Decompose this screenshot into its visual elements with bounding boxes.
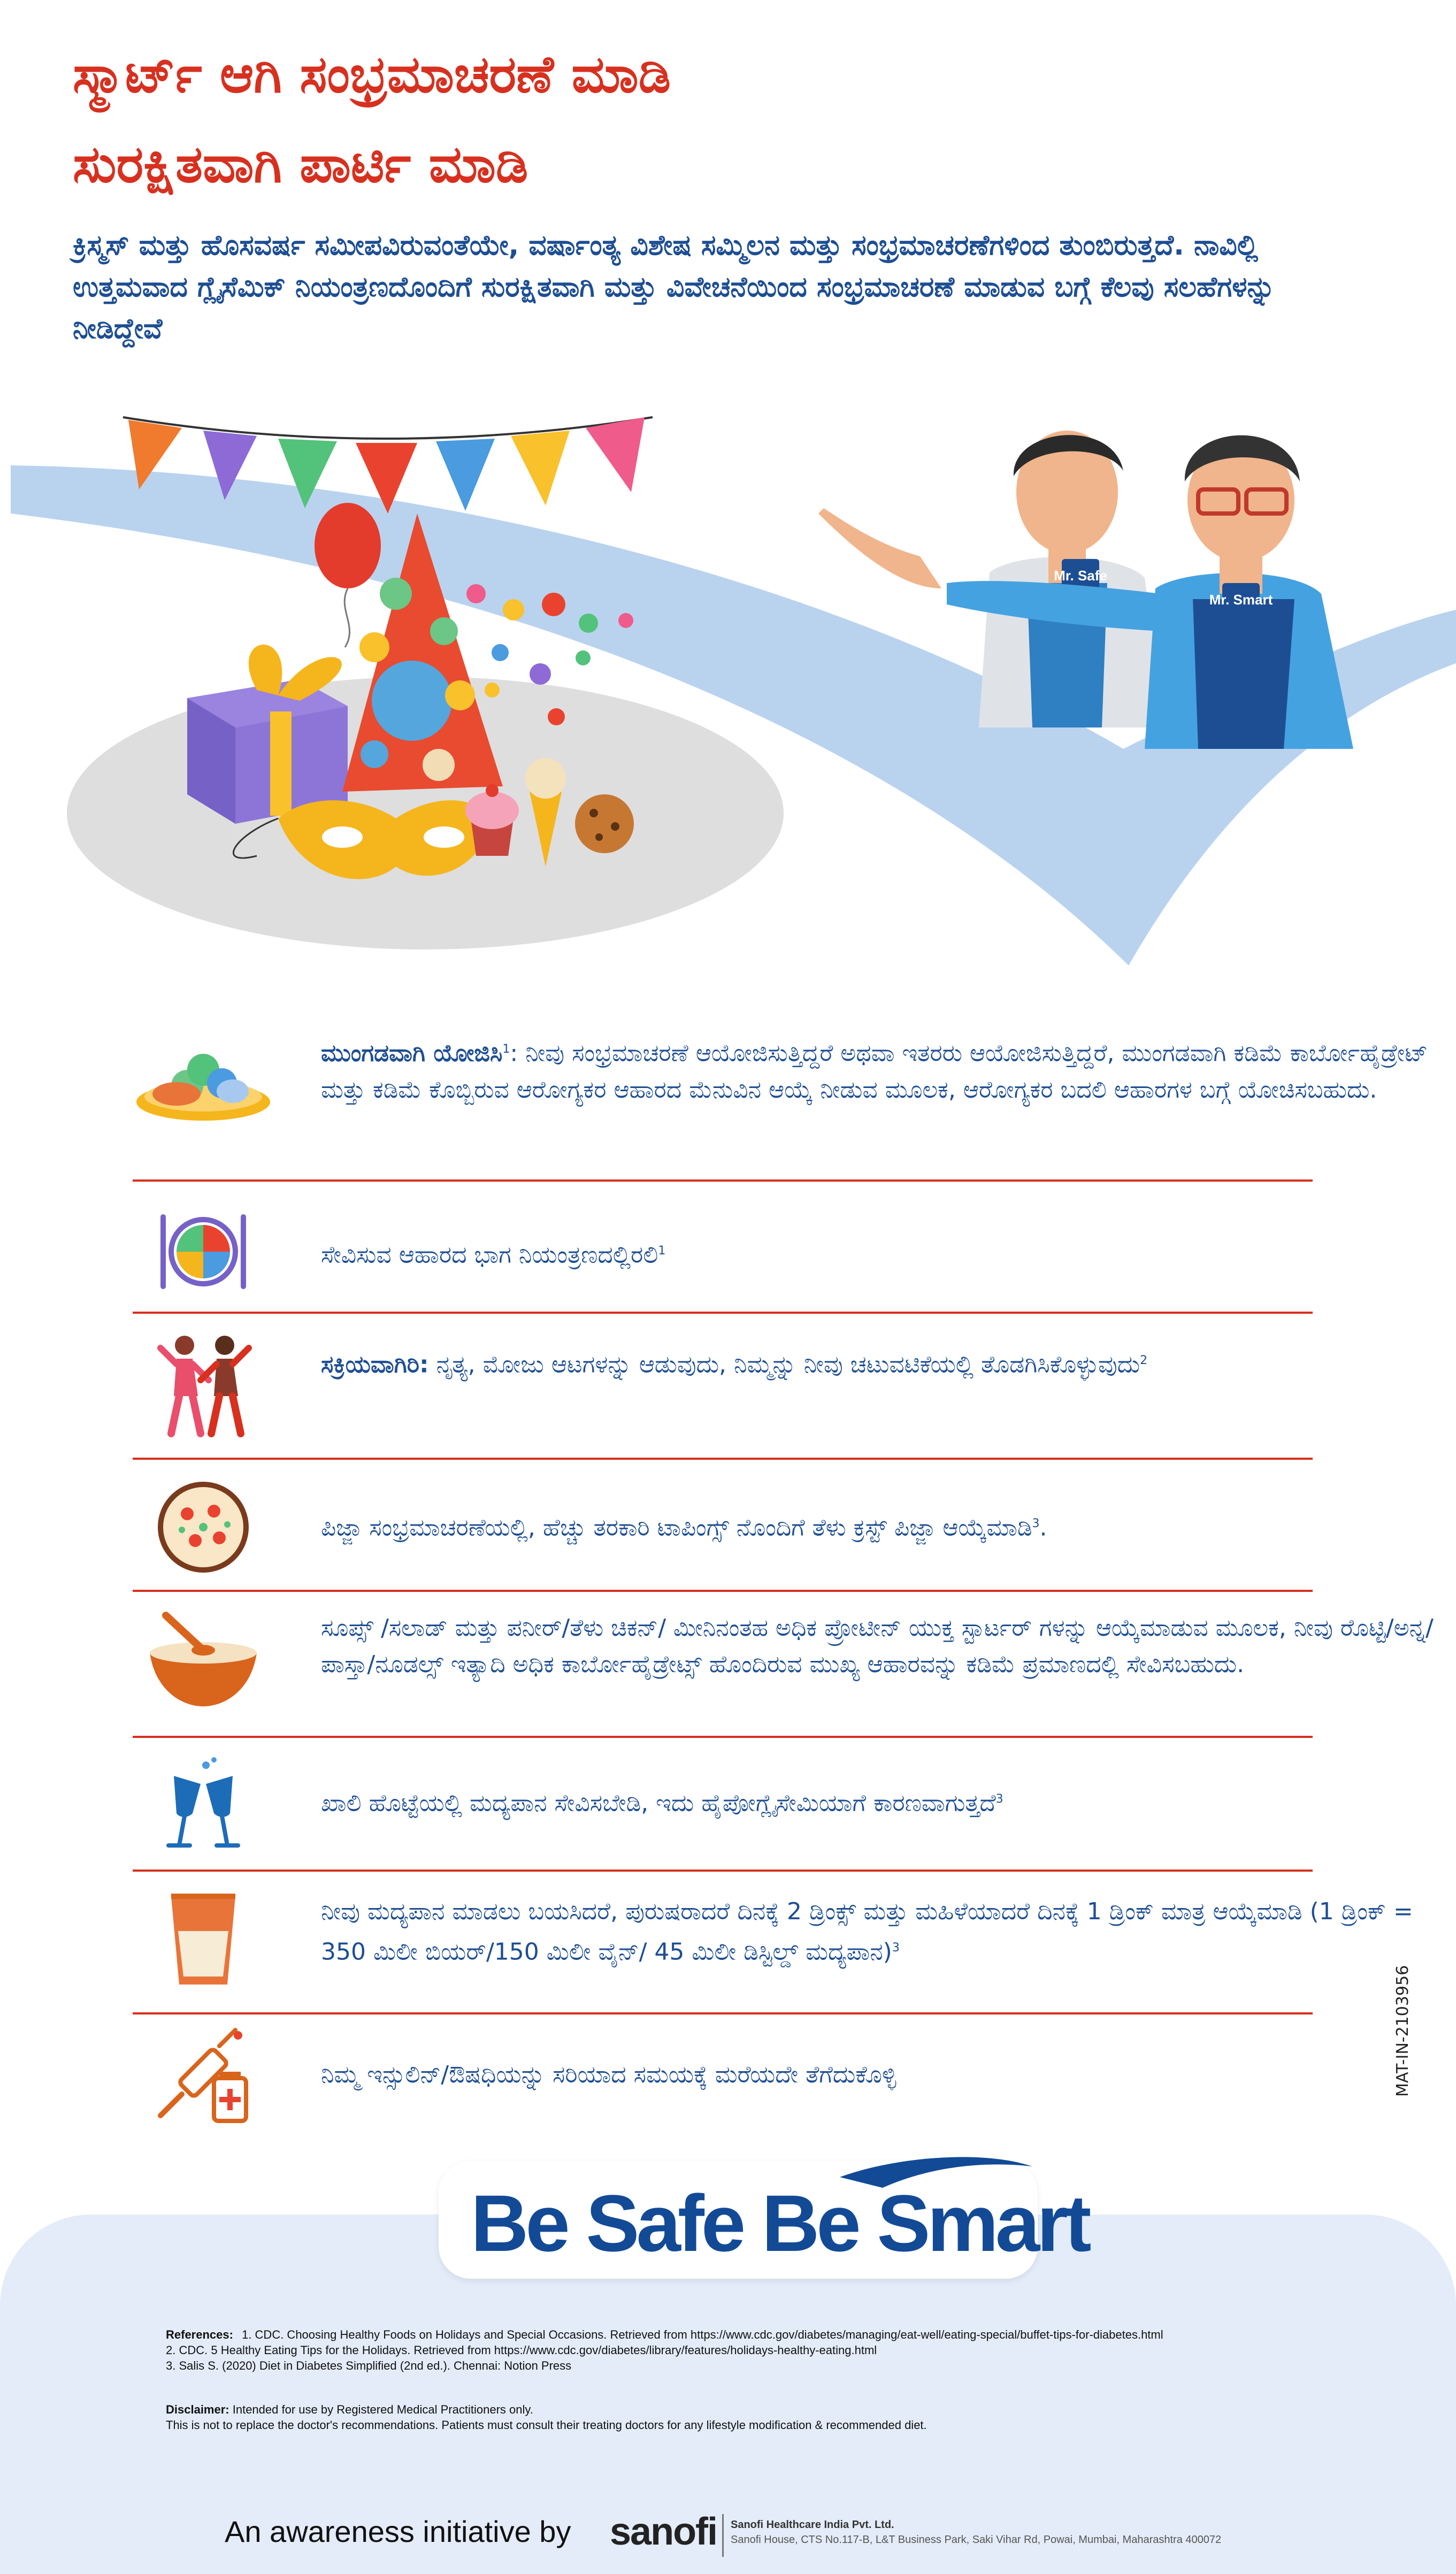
divider [133, 1312, 1313, 1314]
title-line-1: ಸ್ಮಾರ್ಟ್ ಆಗಿ ಸಂಭ್ರಮಾಚರಣೆ ಮಾಡಿ [73, 44, 671, 104]
company-name: Sanofi Healthcare India Pvt. Ltd. [731, 2519, 894, 2531]
tip-7-ref: 3 [892, 1941, 900, 1955]
cheers-glasses-icon [134, 1752, 273, 1859]
syringe-medicine-icon [134, 2022, 273, 2129]
awareness-line: An awareness initiative by [225, 2515, 571, 2548]
tip-1-ref: 1 [502, 1043, 510, 1056]
dancing-people-icon [134, 1324, 273, 1447]
tip-5-text: ಸೂಪ್ಸ್ /ಸಲಾಡ್ ಮತ್ತು ಪನೀರ್/ತೆಳು ಚಿಕನ್/ ಮೀನಿನಂತಹ ಅಧಿಕ ಪ್ರೋಟೀನ್ ಯುಕ್ತ ಸ್ಟಾರ್ಟರ್ ಗಳನ್ನು ಆಯ್ಕೆಮಾಡುವ ಮೂಲಕ, ನೀವು ರೊಟ್ಟಿ/ಅನ್ನ/ಪಾಸ್ತಾ/ನೂಡಲ್ಸ್ ಇತ್ಯಾದಿ ಅಧಿಕ ಕಾರ್ಬೋಹೈಡ್ರೇಟ್ಸ್ ಹೊಂದಿರುವ ಮುಖ್ಯ ಆಹಾರವನ್ನು ಕಡಿಮೆ ಪ್ರಮಾಣದಲ್ಲಿ ಸೇವಿಸಬಹುದು. [321, 1614, 1434, 1678]
tip-8-text: ನಿಮ್ಮ ಇನ್ಸುಲಿನ್/ಔಷಧಿಯನ್ನು ಸರಿಯಾದ ಸಮಯಕ್ಕೆ ಮರೆಯದೇ ತೆಗೆದುಕೊಳ್ಳಿ [321, 2061, 896, 2088]
disclaimer-label: Disclaimer: [166, 2403, 229, 2416]
tip-pizza: ಪಿಜ್ಜಾ ಸಂಭ್ರಮಾಚರಣೆಯಲ್ಲಿ, ಹೆಚ್ಚು ತರಕಾರಿ ಟಾಪಿಂಗ್ಸ್ ನೊಂದಿಗೆ ತೆಳು ಕ್ರಸ್ಟ್ ಪಿಜ್ಜಾ ಆಯ್ಕೆಮಾಡಿ$^3$. [134, 1468, 1311, 1591]
pizza-icon [134, 1474, 273, 1581]
reference-2: 2. CDC. 5 Healthy Eating Tips for the Holidays. Retrieved from https://www.cdc.gov/diabetes/library/features/holidays-healthy-eating.html [166, 2343, 877, 2357]
disclaimer [166, 2402, 1343, 2433]
tip-4-ref: 3 [1032, 1517, 1040, 1530]
tip-7-text: ನೀವು ಮದ್ಯಪಾನ ಮಾಡಲು ಬಯಸಿದರೆ, ಪುರುಷರಾದರೆ ದಿನಕ್ಕೆ 2 ಡ್ರಿಂಕ್ಸ್ ಮತ್ತು ಮಹಿಳೆಯಾದರೆ ದಿನಕ್ಕೆ 1 ಡ್ರಿಂಕ್ ಮಾತ್ರ ಆಯ್ಕೆಮಾಡಿ (1 ಡ್ರಿಂಕ್ = 350 ಮಿಲೀ ಬಿಯರ್/150 ಮಿಲೀ ವೈನ್/ 45 ಮಿಲೀ ಡಿಸ್ಟಿಲ್ಡ್ ಮದ್ಯಪಾನ) [321, 1898, 1413, 1966]
tip-3-ref: 2 [1140, 1354, 1148, 1367]
tip-3-text: ನೃತ್ಯ, ಮೋಜು ಆಟಗಳನ್ನು ಆಡುವುದು, ನಿಮ್ಮನ್ನು ನೀವು ಚಟುವಟಿಕೆಯಲ್ಲಿ ತೊಡಗಿಸಿಕೊಳ್ಳುವುದು [428, 1351, 1140, 1378]
company-address [731, 2517, 1221, 2547]
divider [133, 1870, 1313, 1872]
tip-1-text: : ನೀವು ಸಂಭ್ರಮಾಚರಣೆ ಆಯೋಜಿಸುತ್ತಿದ್ದರೆ ಅಥವಾ ಇತರರು ಆಯೋಜಿಸುತ್ತಿದ್ದರೆ, ಮುಂಗಡವಾಗಿ ಕಡಿಮೆ ಕಾರ್ಬೋಹೈಡ್ರೇಟ್ ಮತ್ತು ಕಡಿಮೆ ಕೊಬ್ಬಿರುವ ಆರೋಗ್ಯಕರ ಆಹಾರದ ಮೆನುವಿನ ಆಯ್ಕೆ ನೀಡುವ ಮೂಲಕ, ಆರೋಗ್ಯಕರ ಬದಲಿ ಆಹಾರಗಳ ಬಗ್ಗೆ ಯೋಚಿಸಬಹುದು. [321, 1039, 1428, 1104]
drink-glass-icon [134, 1886, 273, 1993]
reference-1: 1. CDC. Choosing Healthy Foods on Holidays and Special Occasions. Retrieved from https://www.cdc.gov/diabetes/managing/eat-well/eating-special/buffet-tips-for-diabetes.html [242, 2328, 1163, 2341]
tip-alcohol-limit [134, 1880, 1413, 2009]
tip-4-text: ಪಿಜ್ಜಾ ಸಂಭ್ರಮಾಚರಣೆಯಲ್ಲಿ, ಹೆಚ್ಚು ತರಕಾರಿ ಟಾಪಿಂಗ್ಸ್ ನೊಂದಿಗೆ ತೆಳು ಕ್ರಸ್ಟ್ ಪಿಜ್ಜಾ ಆಯ್ಕೆಮಾಡಿ [321, 1514, 1032, 1542]
tip-plan-ahead [134, 1016, 1428, 1145]
tip-1-bold: ಮುಂಗಡವಾಗಿ ಯೋಜಿಸಿ [321, 1039, 503, 1067]
cookie-icon [575, 794, 634, 853]
title-line-2: ಸುರಕ್ಷಿತವಾಗಿ ಪಾರ್ಟಿ ಮಾಡಿ [73, 134, 528, 194]
footer-divider [722, 2514, 724, 2557]
tip-6-text: ಖಾಲಿ ಹೊಟ್ಟೆಯಲ್ಲಿ ಮದ್ಯಪಾನ ಸೇವಿಸಬೇಡಿ, ಇದು ಹೈಪೋಗ್ಲೈಸೇಮಿಯಾಗೆ ಕಾರಣವಾಗುತ್ತದೆ [321, 1789, 996, 1817]
plate-fork-knife-icon [134, 1201, 273, 1303]
mr-smart-badge: Mr. Smart [1209, 592, 1273, 608]
references [166, 2327, 1343, 2373]
tip-portion-control [134, 1190, 1311, 1313]
hero-illustration [0, 374, 1456, 984]
references-label: References: [166, 2328, 233, 2341]
divider [133, 1590, 1313, 1592]
balloon-icon [315, 503, 381, 647]
tip-insulin [134, 2022, 1311, 2134]
disclaimer-text-1: Intended for use by Registered Medical Practitioners only. [229, 2403, 533, 2416]
mat-code: MAT-IN-2103956 [1393, 1965, 1412, 2097]
tip-alcohol-empty-stomach [134, 1746, 1311, 1870]
reference-3: 3. Salis S. (2020) Diet in Diabetes Simplified (2nd ed.). Chennai: Notion Press [166, 2359, 572, 2372]
be-safe-be-smart-logo: Be Safe Be Smart [471, 2178, 1089, 2268]
disclaimer-text-2: This is not to replace the doctor's recommendations. Patients must consult their treating doctors for any lifestyle modification & recommended diet. [166, 2418, 927, 2432]
tip-6-ref: 3 [995, 1792, 1003, 1806]
soup-bowl-icon [134, 1599, 273, 1717]
mr-safe-badge: Mr. Safe [1054, 568, 1107, 584]
divider [133, 1736, 1313, 1738]
tip-soups-salads [134, 1599, 1434, 1738]
divider [133, 1458, 1313, 1460]
tip-2-ref: 1 [658, 1244, 666, 1258]
divider [133, 2012, 1313, 2014]
divider [133, 1179, 1313, 1182]
gift-box-icon [187, 645, 348, 824]
intro-paragraph: ಕ್ರಿಸ್ಮಸ್ ಮತ್ತು ಹೊಸವರ್ಷ ಸಮೀಪವಿರುವಂತೆಯೇ, ವರ್ಷಾಂತ್ಯ ವಿಶೇಷ ಸಮ್ಮಿಲನ ಮತ್ತು ಸಂಭ್ರಮಾಚರಣೆಗಳಿಂದ ತುಂಬಿರುತ್ತದೆ. ನಾವಿಲ್ಲಿ ಉತ್ತಮವಾದ ಗ್ಲೈಸೆಮಿಕ್ ನಿಯಂತ್ರಣದೊಂದಿಗೆ ಸುರಕ್ಷಿತವಾಗಿ ಮತ್ತು ವಿವೇಚನೆಯಿಂದ ಸಂಭ್ರಮಾಚರಣೆ ಮಾಡುವ ಬಗ್ಗೆ ಕೆಲವು ಸಲಹೆಗಳನ್ನು ನೀಡಿದ್ದೇವೆ [73, 229, 1275, 345]
tip-2-text: ಸೇವಿಸುವ ಆಹಾರದ ಭಾಗ ನಿಯಂತ್ರಣದಲ್ಲಿರಲಿ [321, 1241, 658, 1269]
tip-3-bold: ಸಕ್ರಿಯವಾಗಿರಿ: [321, 1351, 429, 1378]
address-line: Sanofi House, CTS No.117-B, L&T Business Park, Saki Vihar Rd, Powai, Mumbai, Maharashtra 400072 [731, 2534, 1222, 2546]
tip-be-active [134, 1324, 1311, 1452]
sanofi-logo: sanofi [610, 2510, 717, 2553]
healthy-plate-icon [134, 1016, 273, 1134]
